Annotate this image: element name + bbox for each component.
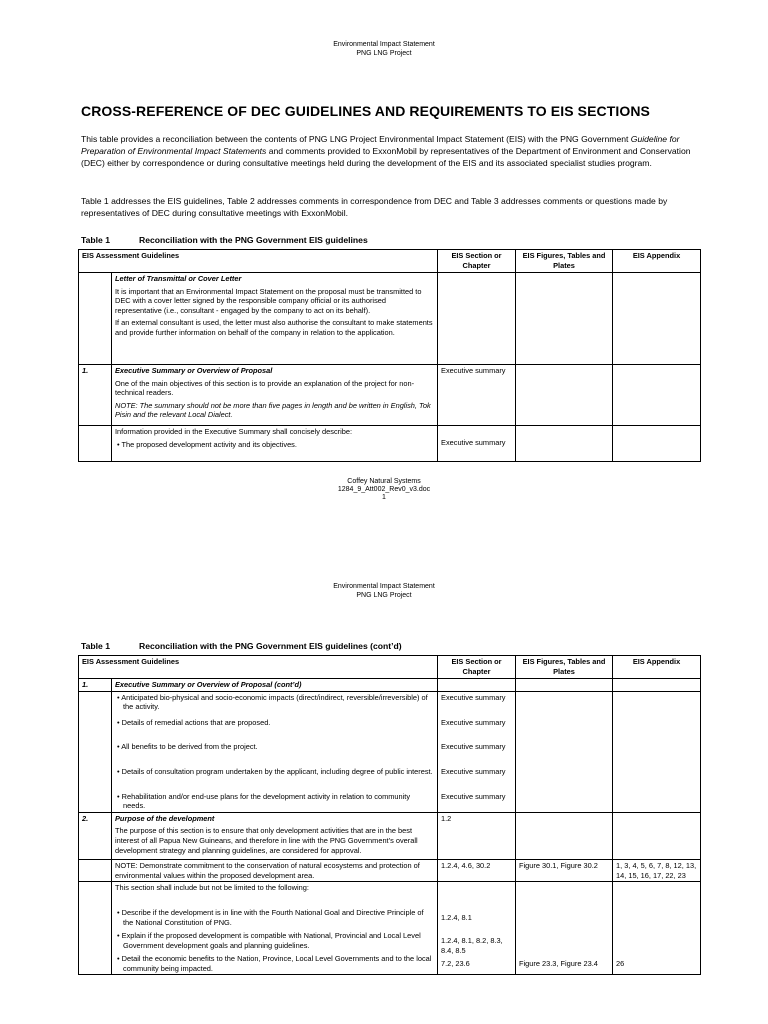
row-bullet: • Details of remedial actions that are proposed. <box>117 717 271 727</box>
footer-filename: 1284_9_Att002_Rev0_v3.doc <box>337 486 431 493</box>
row-bullet: • Rehabilitation and/or end-use plans for the development activity in relation to community needs. <box>117 791 411 811</box>
table-row <box>79 273 701 365</box>
row-note: NOTE: Demonstrate commitment to the conservation of natural ecosystems and protection of environmental values within the proposed development area. <box>112 860 438 882</box>
row-bullet: • Explain if the proposed development is compatible with National, Provincial and Local Level Government development goals and planning guidelines. <box>117 930 421 950</box>
table-row <box>79 882 701 975</box>
row-text: The purpose of this section is to ensure that only development activities that are in the best interest of all Papua New Guineans, and therefore in line with the PNG Government’s overall development strategy and planning guidelines, are considered for approval. <box>115 826 418 855</box>
column-header-figures: EIS Figures, Tables and Plates <box>516 250 613 273</box>
figures-cell: Figure 30.1, Figure 30.2 <box>516 860 613 882</box>
row-number: 1. <box>79 679 112 692</box>
row-text: It is important that an Environmental Impact Statement on the proposal must be transmitted to DEC with a cover letter signed by the responsible company official or its authorised representative (i.e., consultant - engaged by the company to act on its behalf). <box>115 286 422 315</box>
guidelines-table-page2 <box>78 655 701 975</box>
section-cell: Executive summary <box>441 692 506 702</box>
appendix-cell: 1, 3, 4, 5, 6, 7, 8, 12, 13, 14, 15, 16, 17, 22, 23 <box>613 860 701 882</box>
section-cell: Executive summary <box>441 766 506 776</box>
section-cell: Executive summary <box>441 791 506 801</box>
row-bullet: • The proposed development activity and its objectives. <box>117 439 297 449</box>
intro-paragraph-2: Table 1 addresses the EIS guidelines, Table 2 addresses comments in correspondence from DEC and Table 3 addresses comments or questions made by representatives of DEC during consultative meetings with ExxonMobil. <box>81 196 668 218</box>
row-heading: Letter of Transmittal or Cover Letter <box>115 274 242 283</box>
section-cell: Executive summary <box>441 741 506 751</box>
section-cell: 1.2.4, 4.6, 30.2 <box>438 860 516 882</box>
row-number: 2. <box>79 812 112 859</box>
page1-header <box>0 40 768 58</box>
table-caption-text: Reconciliation with the PNG Government EIS guidelines <box>139 235 368 245</box>
header-line2: PNG LNG Project <box>356 592 412 599</box>
section-cell: 1.2.4, 8.1 <box>441 913 472 923</box>
column-header-guidelines: EIS Assessment Guidelines <box>79 656 438 679</box>
table-row <box>79 679 701 692</box>
column-header-figures: EIS Figures, Tables and Plates <box>516 656 613 679</box>
table-row <box>79 365 701 426</box>
table-row <box>79 426 701 462</box>
row-number: 1. <box>79 365 112 426</box>
appendix-cell: 26 <box>616 959 625 969</box>
page2-header <box>0 582 768 600</box>
section-cell: Executive summary <box>438 365 516 426</box>
column-header-appendix: EIS Appendix <box>613 250 701 273</box>
section-cell: 7.2, 23.6 <box>441 959 470 969</box>
section-cell: Executive summary <box>441 717 506 727</box>
table-row <box>79 691 701 812</box>
column-header-guidelines: EIS Assessment Guidelines <box>79 250 438 273</box>
table-row <box>79 860 701 882</box>
section-cell: 1.2.4, 8.1, 8.2, 8.3, 8.4, 8.5 <box>441 936 503 955</box>
table-caption-label: Table 1 <box>81 235 110 245</box>
row-bullet: • Details of consultation program undertaken by the applicant, including degree of public interest. <box>117 766 433 776</box>
guidelines-table-page1 <box>78 249 701 462</box>
row-text: If an external consultant is used, the letter must also authorise the consultant to make statements and provide further information on behalf of the company in relation to the application. <box>115 318 433 337</box>
footer-company: Coffey Natural Systems <box>347 478 421 485</box>
header-line2: PNG LNG Project <box>356 50 412 57</box>
table-caption-label: Table 1 <box>81 641 110 651</box>
header-line1: Environmental Impact Statement <box>333 41 435 48</box>
row-bullet: • Anticipated bio-physical and socio-economic impacts (direct/indirect, reversible/irreversible) of the activity. <box>117 692 428 712</box>
intro-text-a: This table provides a reconciliation between the contents of PNG LNG Project Environmental Impact Statement (EIS) with the PNG Government <box>81 134 631 144</box>
section-cell: 1.2 <box>438 812 516 859</box>
row-heading: Executive Summary or Overview of Proposal <box>115 366 273 375</box>
table-caption <box>81 641 402 651</box>
table-caption <box>81 235 368 245</box>
footer-page-number: 1 <box>382 494 386 501</box>
page-title: CROSS-REFERENCE OF DEC GUIDELINES AND REQUIREMENTS TO EIS SECTIONS <box>81 103 650 119</box>
row-note: NOTE: The summary should not be more than five pages in length and be written in English, Tok Pisin and the relevant Local Dialect. <box>115 400 431 420</box>
column-header-section: EIS Section or Chapter <box>438 656 516 679</box>
row-text: Information provided in the Executive Summary shall concisely describe: <box>115 427 353 436</box>
figures-cell: Figure 23.3, Figure 23.4 <box>519 959 598 969</box>
intro-guideline-title: Guideline for Preparation of Environmental Impact Statements <box>81 134 680 156</box>
row-text: This section shall include but not be limited to the following: <box>115 883 309 893</box>
row-bullet: • All benefits to be derived from the project. <box>117 741 258 751</box>
table-row <box>79 812 701 859</box>
page1-footer <box>0 478 768 502</box>
table-caption-text: Reconciliation with the PNG Government EIS guidelines (cont’d) <box>139 641 402 651</box>
row-bullet: • Detail the economic benefits to the Nation, Province, Local Level Governments and to the local community being impacted. <box>117 953 432 973</box>
intro-paragraph-1 <box>81 133 697 169</box>
row-heading: Purpose of the development <box>115 813 215 823</box>
section-cell: Executive summary <box>441 438 506 447</box>
intro-text-b: and comments provided to ExxonMobil by representatives of the Department of Environment and Conservation (DEC) either by correspondence or during consultative meetings held during the development of the EIS and its associated specialist studies program. <box>81 146 691 168</box>
column-header-section: EIS Section or Chapter <box>438 250 516 273</box>
column-header-appendix: EIS Appendix <box>613 656 701 679</box>
row-heading: Executive Summary or Overview of Proposal (cont’d) <box>112 679 438 692</box>
row-text: One of the main objectives of this section is to provide an explanation of the project for non-technical readers. <box>115 378 415 398</box>
row-bullet: • Describe if the development is in line with the Fourth National Goal and Directive Principle of the National Constitution of PNG. <box>117 907 424 927</box>
header-line1: Environmental Impact Statement <box>333 583 435 590</box>
